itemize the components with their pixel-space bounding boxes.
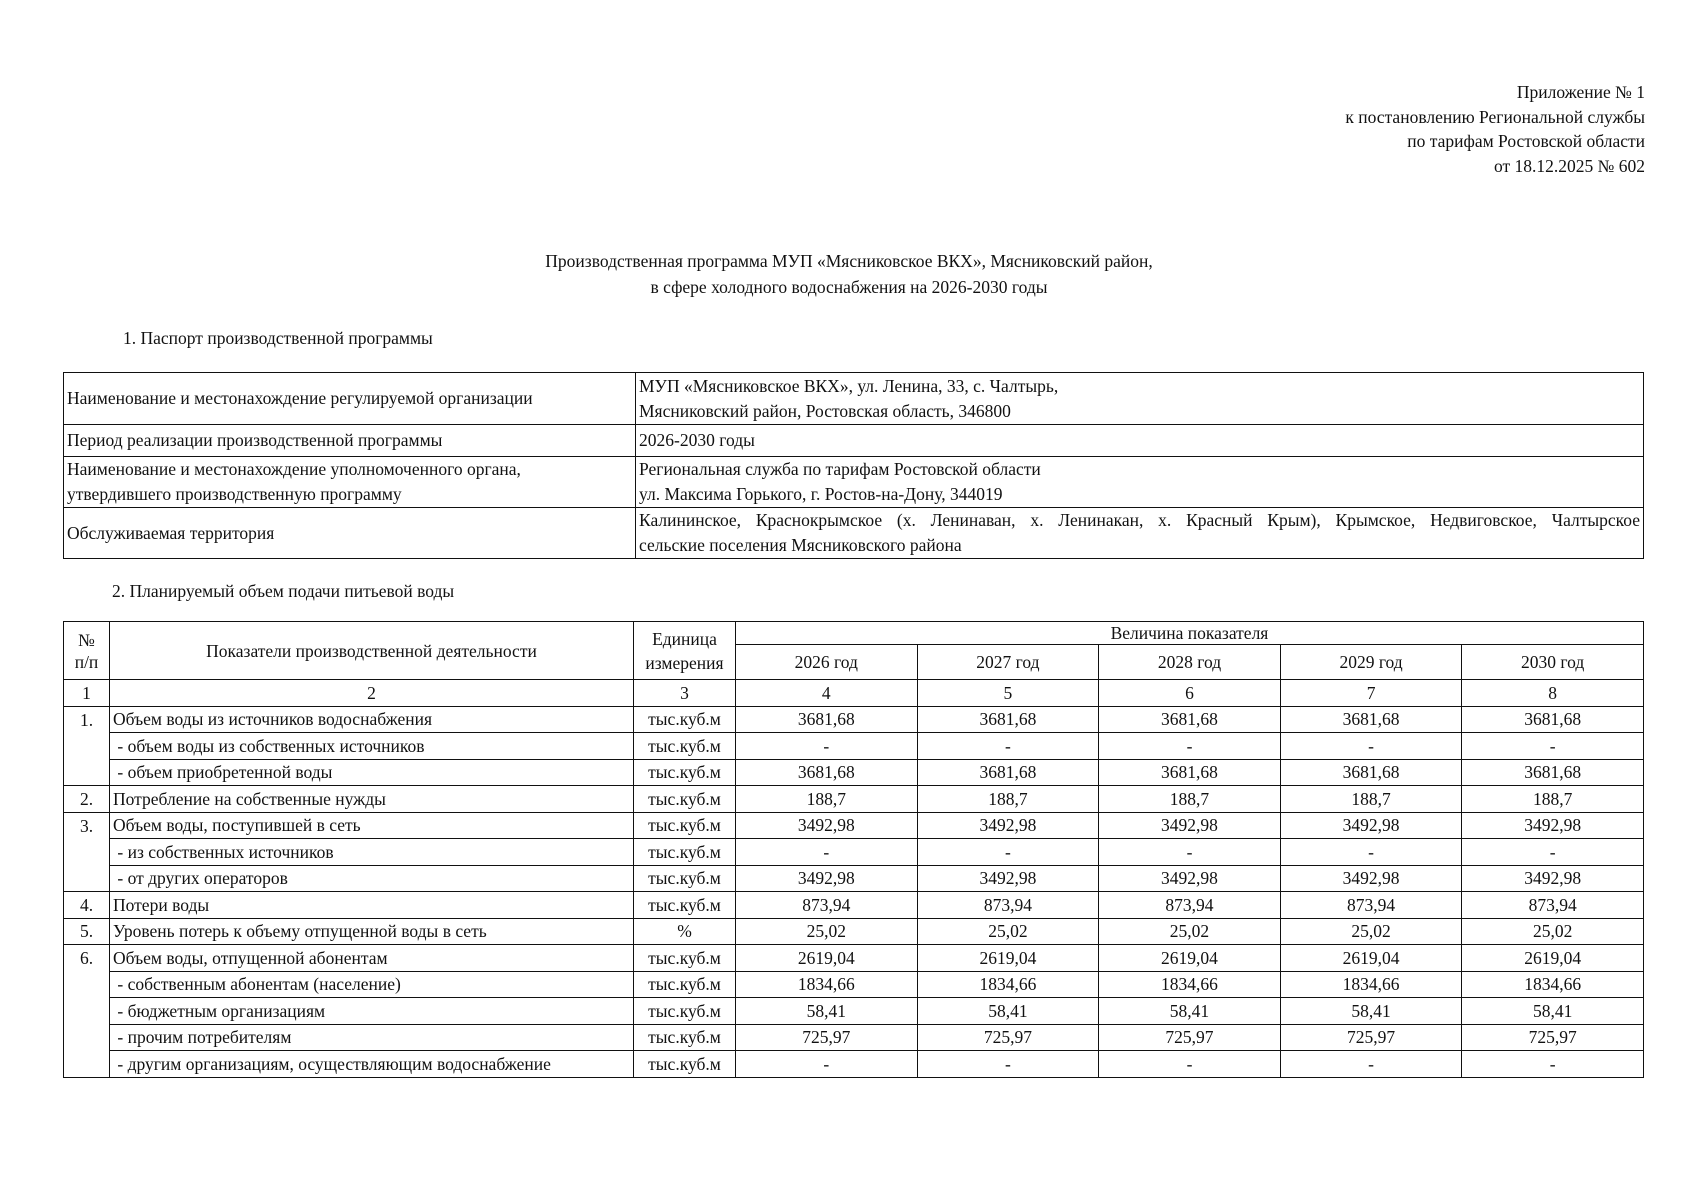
row-value: 1834,66 (1462, 971, 1644, 998)
header-no-line: п/п (74, 651, 99, 672)
row-unit: тыс.куб.м (634, 971, 736, 998)
passport-value-line: Мясниковский район, Ростовская область, 346800 (639, 400, 1011, 421)
col-number: 7 (1280, 680, 1462, 707)
row-value: 3681,68 (736, 759, 918, 786)
table-row (64, 1051, 1644, 1078)
row-unit: % (634, 918, 736, 945)
row-value: 3681,68 (1462, 706, 1644, 733)
row-value: 3492,98 (1099, 812, 1281, 839)
annex-line-2: к постановлению Региональной службы (1345, 106, 1645, 127)
col-number: 8 (1462, 680, 1644, 707)
row-value: 188,7 (917, 786, 1099, 813)
row-value: - (1099, 839, 1281, 866)
row-number: 4. (64, 892, 110, 919)
row-value: 58,41 (1099, 998, 1281, 1025)
row-value: 25,02 (1462, 918, 1644, 945)
row-value: - (1462, 839, 1644, 866)
header-year: 2030 год (1462, 645, 1644, 680)
passport-value (636, 508, 1644, 559)
volume-body (64, 706, 1644, 1077)
row-unit: тыс.куб.м (634, 733, 736, 760)
table-row (64, 998, 1644, 1025)
row-indicator: Потребление на собственные нужды (110, 786, 634, 813)
row-value: 3492,98 (736, 812, 918, 839)
table-row (64, 733, 1644, 760)
table-row (64, 892, 1644, 919)
table-row (64, 839, 1644, 866)
row-indicator: Объем воды, поступившей в сеть (110, 812, 634, 839)
passport-value-line: сельские поселения Мясниковского района (639, 535, 962, 555)
table-row (64, 812, 1644, 839)
row-value: 1834,66 (917, 971, 1099, 998)
passport-table (63, 372, 1644, 559)
passport-value-line: Региональная служба по тарифам Ростовской области (639, 459, 1041, 479)
row-value: 3492,98 (1099, 865, 1281, 892)
annex-line-3: по тарифам Ростовской области (1407, 131, 1645, 151)
section1-heading: 1. Паспорт производственной программы (123, 328, 433, 348)
col-number: 2 (110, 680, 634, 707)
passport-label-line: Наименование и местонахождение уполномоченного органа, (67, 459, 521, 479)
row-value: 58,41 (917, 998, 1099, 1025)
row-value: 725,97 (736, 1024, 918, 1051)
row-indicator: - объем воды из собственных источников (110, 733, 634, 760)
row-value: 873,94 (736, 892, 918, 919)
header-unit-line: измерения (645, 652, 724, 673)
row-value: - (1099, 733, 1281, 760)
row-value: 3492,98 (1280, 865, 1462, 892)
col-number: 1 (64, 680, 110, 707)
row-value: 3492,98 (1462, 812, 1644, 839)
row-number (64, 839, 110, 866)
passport-row (64, 373, 1644, 425)
volume-table (63, 621, 1644, 1078)
table-row (64, 786, 1644, 813)
row-number: 5. (64, 918, 110, 945)
row-number (64, 971, 110, 998)
passport-value-line: Калининское, Краснокрымское (х. Ленинаван, х. Ленинакан, х. Красный Крым), Крымское, Недвиговское, Чалтырское (639, 510, 1640, 530)
passport-label (64, 457, 636, 508)
row-value: - (917, 733, 1099, 760)
col-number: 3 (634, 680, 736, 707)
row-indicator: - от других операторов (110, 865, 634, 892)
row-value: 58,41 (1280, 998, 1462, 1025)
row-indicator: Потери воды (110, 892, 634, 919)
row-indicator: - собственным абонентам (население) (110, 971, 634, 998)
annex-line-4: от 18.12.2025 № 602 (1494, 155, 1645, 176)
row-indicator: - прочим потребителям (110, 1024, 634, 1051)
row-value: 2619,04 (917, 945, 1099, 972)
col-number: 4 (736, 680, 918, 707)
row-value: 25,02 (917, 918, 1099, 945)
row-value: 3681,68 (917, 706, 1099, 733)
row-unit: тыс.куб.м (634, 1024, 736, 1051)
row-value: - (1462, 1051, 1644, 1078)
row-unit: тыс.куб.м (634, 865, 736, 892)
row-value: - (736, 733, 918, 760)
row-value: 25,02 (736, 918, 918, 945)
row-value: 188,7 (1099, 786, 1281, 813)
passport-value-line: МУП «Мясниковское ВКХ», ул. Ленина, 33, с. Чалтырь, (639, 375, 1059, 396)
passport-row (64, 425, 1644, 457)
header-unit-line: Единица (652, 628, 717, 649)
header-indicator: Показатели производственной деятельности (110, 622, 634, 680)
passport-value (636, 457, 1644, 508)
row-number (64, 759, 110, 786)
row-value: 1834,66 (1099, 971, 1281, 998)
annex-line-1: Приложение № 1 (1516, 82, 1645, 102)
row-number (64, 1024, 110, 1051)
row-indicator: Объем воды из источников водоснабжения (110, 706, 634, 733)
passport-label: Обслуживаемая территория (64, 508, 636, 559)
header-year: 2026 год (736, 645, 918, 680)
header-value-group: Величина показателя (736, 622, 1644, 645)
row-value: 725,97 (1462, 1024, 1644, 1051)
row-value: 3681,68 (1462, 759, 1644, 786)
title-line-2: в сфере холодного водоснабжения на 2026-2030 годы (650, 277, 1048, 297)
row-unit: тыс.куб.м (634, 759, 736, 786)
table-row (64, 945, 1644, 972)
header-year: 2027 год (917, 645, 1099, 680)
row-value: - (736, 1051, 918, 1078)
col-number: 5 (917, 680, 1099, 707)
row-value: - (1280, 733, 1462, 760)
table-row (64, 1024, 1644, 1051)
passport-row (64, 457, 1644, 508)
row-value: 2619,04 (736, 945, 918, 972)
row-unit: тыс.куб.м (634, 706, 736, 733)
row-number: 6. (64, 945, 110, 972)
row-value: 725,97 (1280, 1024, 1462, 1051)
row-indicator: - бюджетным организациям (110, 998, 634, 1025)
row-value: 3681,68 (917, 759, 1099, 786)
row-value: 188,7 (736, 786, 918, 813)
row-value: 725,97 (917, 1024, 1099, 1051)
row-value: 2619,04 (1099, 945, 1281, 972)
row-value: 188,7 (1462, 786, 1644, 813)
header-no (64, 622, 110, 680)
row-unit: тыс.куб.м (634, 812, 736, 839)
row-value: 873,94 (1099, 892, 1281, 919)
table-row (64, 759, 1644, 786)
row-value: - (736, 839, 918, 866)
row-number: 1. (64, 706, 110, 733)
row-value: 3492,98 (736, 865, 918, 892)
passport-label: Период реализации производственной программы (64, 425, 636, 457)
passport-row (64, 508, 1644, 559)
header-row (64, 622, 1644, 645)
header-unit (634, 622, 736, 680)
row-indicator: - объем приобретенной воды (110, 759, 634, 786)
row-value: 3492,98 (1280, 812, 1462, 839)
title-line-1: Производственная программа МУП «Мясниковское ВКХ», Мясниковский район, (545, 251, 1153, 271)
row-number (64, 1051, 110, 1078)
row-number: 3. (64, 812, 110, 839)
row-value: 58,41 (736, 998, 918, 1025)
row-number (64, 865, 110, 892)
row-value: - (1280, 839, 1462, 866)
row-value: 3681,68 (736, 706, 918, 733)
table-row (64, 865, 1644, 892)
row-value: 873,94 (917, 892, 1099, 919)
passport-label-line: утвердившего производственную программу (67, 484, 402, 504)
row-value: 3492,98 (917, 865, 1099, 892)
row-value: 3492,98 (1462, 865, 1644, 892)
row-value: - (1280, 1051, 1462, 1078)
row-value: 25,02 (1280, 918, 1462, 945)
row-value: - (1099, 1051, 1281, 1078)
row-value: 725,97 (1099, 1024, 1281, 1051)
row-value: 3681,68 (1280, 759, 1462, 786)
row-indicator: - из собственных источников (110, 839, 634, 866)
document-title (0, 248, 1698, 300)
section2-heading: 2. Планируемый объем подачи питьевой воды (112, 581, 455, 601)
row-value: - (917, 839, 1099, 866)
row-value: 3492,98 (917, 812, 1099, 839)
row-indicator: - другим организациям, осуществляющим водоснабжение (110, 1051, 634, 1078)
row-indicator: Объем воды, отпущенной абонентам (110, 945, 634, 972)
row-value: - (1462, 733, 1644, 760)
row-unit: тыс.куб.м (634, 945, 736, 972)
passport-value (636, 373, 1644, 425)
row-value: 25,02 (1099, 918, 1281, 945)
row-value: 58,41 (1462, 998, 1644, 1025)
row-value: 3681,68 (1099, 706, 1281, 733)
row-value: 1834,66 (736, 971, 918, 998)
row-number (64, 733, 110, 760)
row-value: 188,7 (1280, 786, 1462, 813)
table-row (64, 706, 1644, 733)
table-row (64, 971, 1644, 998)
column-numbers-row (64, 680, 1644, 707)
row-value: 2619,04 (1280, 945, 1462, 972)
row-unit: тыс.куб.м (634, 786, 736, 813)
row-unit: тыс.куб.м (634, 1051, 736, 1078)
row-unit: тыс.куб.м (634, 839, 736, 866)
annex-block (1125, 80, 1645, 178)
header-year: 2029 год (1280, 645, 1462, 680)
table-row (64, 918, 1644, 945)
row-value: - (917, 1051, 1099, 1078)
row-number (64, 998, 110, 1025)
row-value: 873,94 (1462, 892, 1644, 919)
row-value: 2619,04 (1462, 945, 1644, 972)
row-unit: тыс.куб.м (634, 892, 736, 919)
header-year: 2028 год (1099, 645, 1281, 680)
row-number: 2. (64, 786, 110, 813)
row-value: 3681,68 (1099, 759, 1281, 786)
passport-label: Наименование и местонахождение регулируемой организации (64, 373, 636, 425)
row-value: 873,94 (1280, 892, 1462, 919)
row-value: 1834,66 (1280, 971, 1462, 998)
row-indicator: Уровень потерь к объему отпущенной воды в сеть (110, 918, 634, 945)
passport-value-line: ул. Максима Горького, г. Ростов-на-Дону, 344019 (639, 484, 1003, 504)
row-value: 3681,68 (1280, 706, 1462, 733)
passport-value: 2026-2030 годы (636, 425, 1644, 457)
row-unit: тыс.куб.м (634, 998, 736, 1025)
header-no-line: № (78, 629, 95, 650)
col-number: 6 (1099, 680, 1281, 707)
